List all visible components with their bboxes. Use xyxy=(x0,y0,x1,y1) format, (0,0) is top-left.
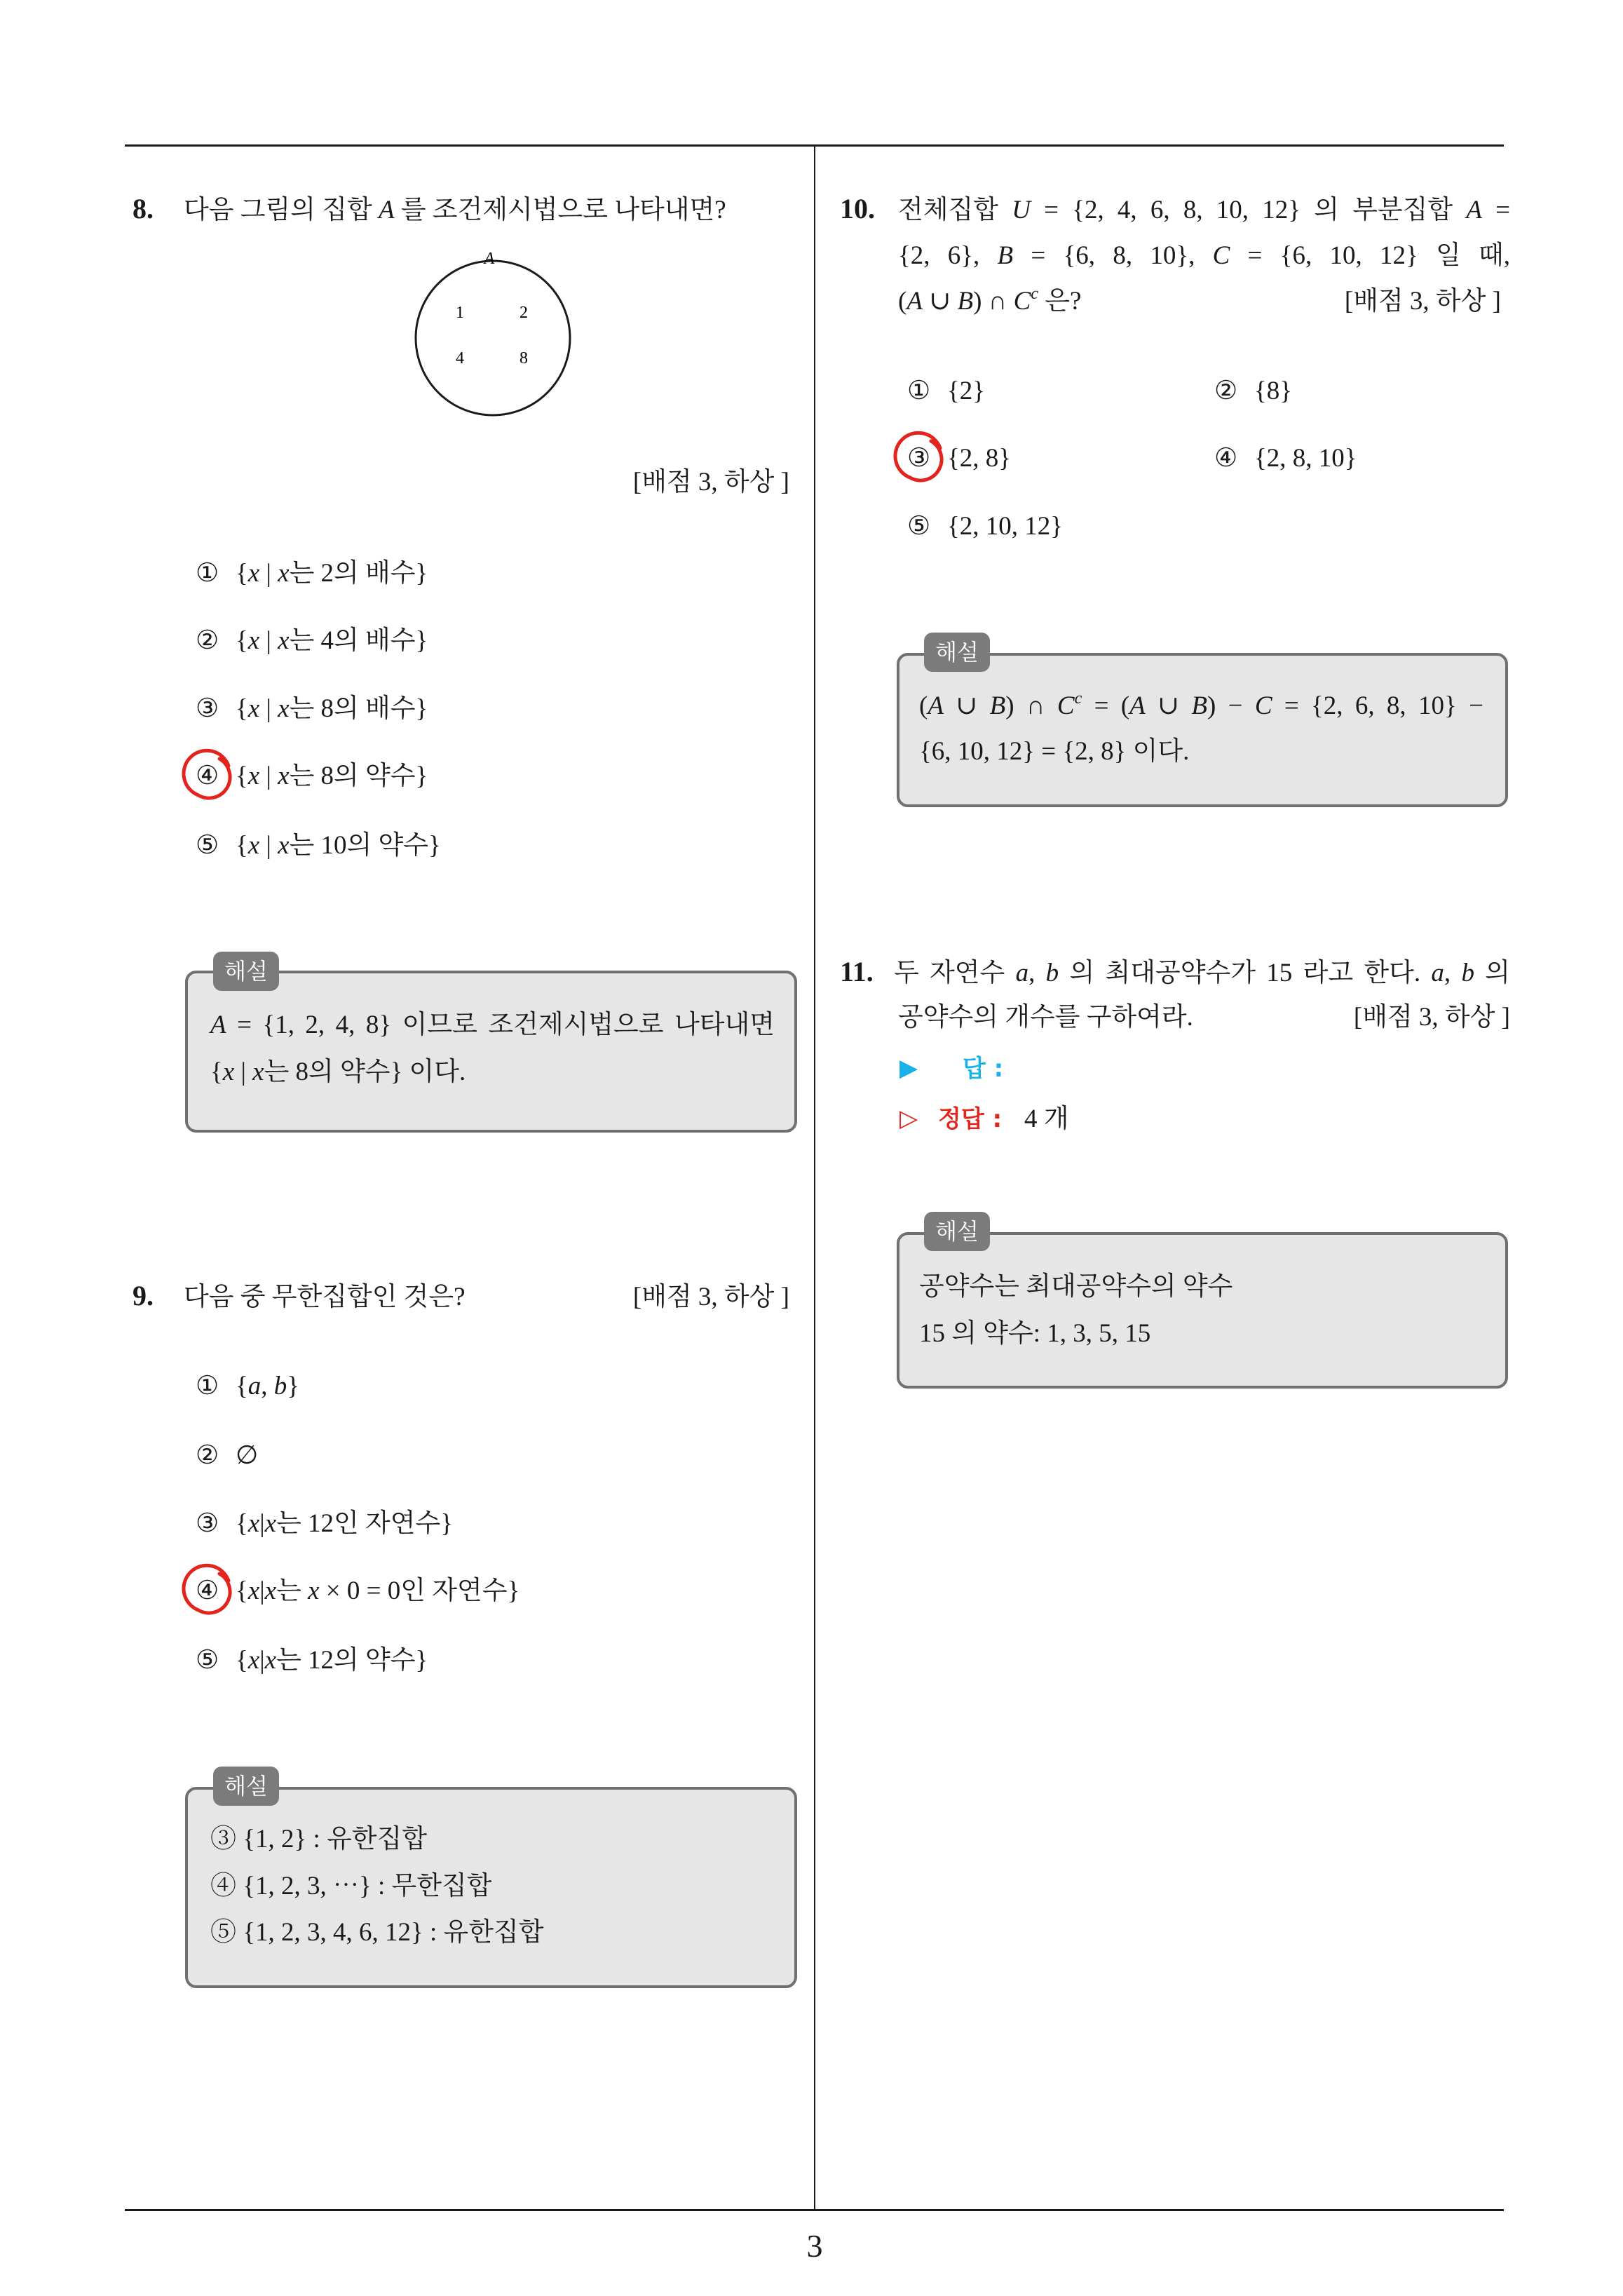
math-variable: B xyxy=(957,287,974,316)
option-text: 는 xyxy=(276,1576,308,1605)
page-number: 3 xyxy=(806,2228,823,2264)
question-prompt-line xyxy=(894,958,1510,989)
bottom-rule xyxy=(125,2209,1504,2211)
math-variable: x xyxy=(252,1058,264,1086)
explanation-tab: 해설 xyxy=(924,633,990,672)
explanation-text: ) − xyxy=(1207,691,1255,720)
score-label: [배점 3, 하상 ] xyxy=(1353,1003,1510,1032)
question-number: 9. xyxy=(133,1280,154,1311)
option-number: ⑤ xyxy=(196,831,219,860)
option-5 xyxy=(196,1645,428,1676)
set-diagram xyxy=(410,242,578,421)
math-variable: x xyxy=(247,626,260,655)
explanation-line xyxy=(919,691,1483,722)
math-variable: x xyxy=(247,1646,260,1675)
prompt-text: ∪ xyxy=(922,287,958,316)
score-label: [배점 3, 하상 ] xyxy=(632,468,789,497)
option-2 xyxy=(1214,376,1292,407)
explanation-text: | xyxy=(234,1058,253,1086)
explanation-text: ∪ xyxy=(943,691,990,720)
explanation-tab: 해설 xyxy=(213,952,279,991)
question-prompt-line: 공약수의 개수를 구하여라. xyxy=(898,1003,1193,1032)
option-text: | xyxy=(259,626,278,655)
option-text: { xyxy=(236,1646,248,1675)
math-variable: A xyxy=(210,1011,226,1039)
option-2 xyxy=(196,626,428,656)
option-5 xyxy=(196,830,441,861)
prompt-text: 은? xyxy=(1038,287,1082,316)
explanation-text: { xyxy=(210,1058,223,1086)
option-text: {8} xyxy=(1254,377,1293,405)
option-text: × 0 = 0인 자연수} xyxy=(319,1576,520,1605)
question-number: 11. xyxy=(840,956,874,987)
explanation-line: ⑤ {1, 2, 3, 4, 6, 12} : 유한집합 xyxy=(210,1918,544,1947)
math-variable: b xyxy=(1045,959,1059,987)
option-text: 는 2의 배수} xyxy=(289,559,428,588)
set-label: A xyxy=(484,250,495,268)
option-text: { xyxy=(236,762,248,790)
question-number: 10. xyxy=(840,193,875,224)
math-variable: C xyxy=(1254,691,1272,720)
option-number: ③ xyxy=(907,443,947,474)
score-label: [배점 3, 하상 ] xyxy=(1344,287,1501,316)
option-text: { xyxy=(236,694,248,723)
prompt-text: 전체집합 xyxy=(898,196,1012,224)
math-variable: x xyxy=(247,559,260,588)
math-variable: B xyxy=(1191,691,1207,720)
explanation-box xyxy=(897,653,1508,807)
math-variable: x xyxy=(278,559,290,588)
explanation-line xyxy=(210,1010,775,1041)
math-variable: x xyxy=(247,694,260,723)
prompt-text: 의 최대공약수가 15 라고 한다. xyxy=(1059,959,1432,987)
explanation-box xyxy=(897,1232,1508,1389)
option-4 xyxy=(1214,443,1357,474)
option-number: ④ xyxy=(196,1576,236,1607)
complement-superscript: c xyxy=(1074,689,1082,708)
prompt-text: = {6, 8, 10}, xyxy=(1013,241,1213,270)
option-number: ① xyxy=(907,377,931,405)
math-variable: C xyxy=(1212,241,1230,270)
math-variable: x xyxy=(308,1576,320,1605)
option-3 xyxy=(196,694,428,724)
option-4 xyxy=(196,761,428,792)
explanation-text: ) ∩ xyxy=(1005,691,1057,720)
question-prompt-line xyxy=(898,195,1510,226)
explanation-line: 공약수는 최대공약수의 약수 xyxy=(919,1272,1233,1301)
question-prompt-line xyxy=(898,241,1510,271)
option-number: ④ xyxy=(196,761,236,792)
math-variable: x xyxy=(264,1646,277,1675)
option-number: ② xyxy=(1214,377,1238,405)
prompt-text: = {2, 4, 6, 8, 10, 12} 의 부분집합 xyxy=(1030,196,1467,224)
answer-mark-circle xyxy=(183,751,235,803)
set-element: 2 xyxy=(520,304,528,322)
option-text: , xyxy=(261,1372,274,1400)
option-text: 는 8의 배수} xyxy=(289,694,428,723)
column-divider xyxy=(814,146,815,2210)
question-prompt: 다음 중 무한집합인 것은? xyxy=(184,1283,466,1311)
option-number: ③ xyxy=(196,694,219,723)
explanation-text: 는 8의 약수} 이다. xyxy=(264,1058,466,1086)
option-text: 는 10의 약수} xyxy=(289,831,441,860)
set-element: 8 xyxy=(520,349,528,367)
correct-answer-value: 4 개 xyxy=(1024,1105,1069,1133)
explanation-text: ∪ xyxy=(1145,691,1192,720)
option-number: ② xyxy=(196,626,219,655)
question-number: 8. xyxy=(133,193,154,224)
question-prompt xyxy=(184,195,726,226)
math-variable: x xyxy=(264,1576,277,1605)
prompt-text: 다음 그림의 집합 xyxy=(184,196,379,224)
math-variable: x xyxy=(247,762,260,790)
math-variable: a xyxy=(247,1372,262,1400)
option-number: ② xyxy=(196,1441,219,1470)
math-variable: x xyxy=(247,831,260,860)
explanation-tab: 해설 xyxy=(924,1212,990,1251)
option-1 xyxy=(196,1371,299,1402)
math-variable: x xyxy=(264,1509,277,1538)
math-variable: A xyxy=(1466,196,1482,224)
option-text: 는 12인 자연수} xyxy=(276,1509,454,1538)
option-text: 는 12의 약수} xyxy=(276,1646,428,1675)
option-text: } xyxy=(287,1372,300,1400)
option-3 xyxy=(907,443,1011,474)
option-text: { xyxy=(236,559,248,588)
explanation-line xyxy=(210,1057,466,1088)
explanation-line: ③ {1, 2} : 유한집합 xyxy=(210,1825,428,1853)
option-text: { xyxy=(236,831,248,860)
math-variable: x xyxy=(278,694,290,723)
option-text: {2, 10, 12} xyxy=(947,512,1064,541)
option-text: 는 4의 배수} xyxy=(289,626,428,655)
option-text: {2} xyxy=(947,377,986,405)
explanation-text: = ( xyxy=(1082,691,1130,720)
option-4 xyxy=(196,1576,520,1607)
math-variable: b xyxy=(273,1372,287,1400)
prompt-text: 두 자연수 xyxy=(894,959,1016,987)
math-variable: x xyxy=(278,762,290,790)
explanation-tab: 해설 xyxy=(213,1767,279,1806)
option-number: ① xyxy=(196,559,219,588)
option-3 xyxy=(196,1508,453,1539)
answer-mark-circle xyxy=(183,1566,235,1618)
option-text: | xyxy=(259,694,278,723)
option-text: 는 8의 약수} xyxy=(289,762,428,790)
option-number: ④ xyxy=(1214,444,1238,473)
math-variable: U xyxy=(1012,196,1031,224)
option-text: | xyxy=(259,762,278,790)
correct-answer-label: 정답 : xyxy=(938,1105,1003,1133)
option-text: { xyxy=(236,1372,248,1400)
option-text: | xyxy=(259,559,278,588)
option-5 xyxy=(907,511,1063,542)
option-number: ⑤ xyxy=(907,512,931,541)
option-text: ∅ xyxy=(236,1441,259,1470)
option-1 xyxy=(196,558,428,589)
prompt-text: ( xyxy=(898,287,907,316)
option-number: ⑤ xyxy=(196,1646,219,1675)
prompt-text: , xyxy=(1444,959,1462,987)
set-element: 4 xyxy=(456,349,464,367)
explanation-text: = {1, 2, 4, 8} 이므로 조건제시법으로 나타내면 xyxy=(226,1011,775,1039)
option-text: | xyxy=(259,1576,265,1605)
explanation-line: {6, 10, 12} = {2, 8} 이다. xyxy=(919,737,1190,766)
math-variable: b xyxy=(1461,959,1474,987)
math-variable: x xyxy=(278,626,290,655)
option-text: {2, 8, 10} xyxy=(1254,444,1357,473)
option-1 xyxy=(907,376,985,407)
prompt-text: {2, 6}, xyxy=(898,241,998,270)
explanation-box xyxy=(185,971,797,1133)
correct-answer-arrow-icon: ▷ xyxy=(899,1106,918,1132)
explanation-line: ④ {1, 2, 3, ⋯} : 무한집합 xyxy=(210,1872,492,1900)
prompt-text: ) ∩ xyxy=(973,287,1014,316)
option-text: { xyxy=(236,1509,248,1538)
option-2 xyxy=(196,1440,258,1471)
math-variable: a xyxy=(1431,959,1444,987)
option-text: | xyxy=(259,1646,265,1675)
option-text: | xyxy=(259,831,278,860)
option-text: { xyxy=(236,626,248,655)
math-variable: x xyxy=(247,1509,260,1538)
math-variable: C xyxy=(1057,691,1075,720)
math-variable: C xyxy=(1013,287,1031,316)
math-variable: A xyxy=(906,287,923,316)
option-text: {2, 8} xyxy=(947,444,1012,473)
score-label: [배점 3, 하상 ] xyxy=(632,1283,789,1311)
option-number: ③ xyxy=(196,1509,219,1538)
explanation-line: 15 의 약수: 1, 3, 5, 15 xyxy=(919,1319,1151,1348)
math-variable: x xyxy=(247,1576,260,1605)
prompt-text: = xyxy=(1481,196,1510,224)
math-variable: A xyxy=(928,691,944,720)
math-variable: x xyxy=(278,831,290,860)
answer-label: 답 : xyxy=(963,1055,1004,1083)
math-variable: A xyxy=(1129,691,1146,720)
math-variable: a xyxy=(1015,959,1029,987)
prompt-text: 를 조건제시법으로 나타내면? xyxy=(394,196,726,224)
explanation-text: = {2, 6, 8, 10} − xyxy=(1272,691,1483,720)
option-number: ① xyxy=(196,1372,219,1400)
option-text: { xyxy=(236,1576,248,1605)
set-circle xyxy=(416,261,570,415)
set-element: 1 xyxy=(456,304,464,322)
math-variable: B xyxy=(997,241,1014,270)
answer-arrow-icon: ▶ xyxy=(899,1055,918,1081)
math-variable: B xyxy=(989,691,1006,720)
option-text: | xyxy=(259,1509,265,1538)
complement-superscript: c xyxy=(1031,285,1038,303)
explanation-text: ( xyxy=(919,691,928,720)
prompt-text: 의 xyxy=(1474,959,1511,987)
answer-mark-circle xyxy=(895,433,946,485)
math-variable: x xyxy=(222,1058,235,1086)
prompt-text: = {6, 10, 12} 일 때, xyxy=(1230,241,1510,270)
prompt-text: , xyxy=(1028,959,1046,987)
math-variable: A xyxy=(378,196,395,224)
